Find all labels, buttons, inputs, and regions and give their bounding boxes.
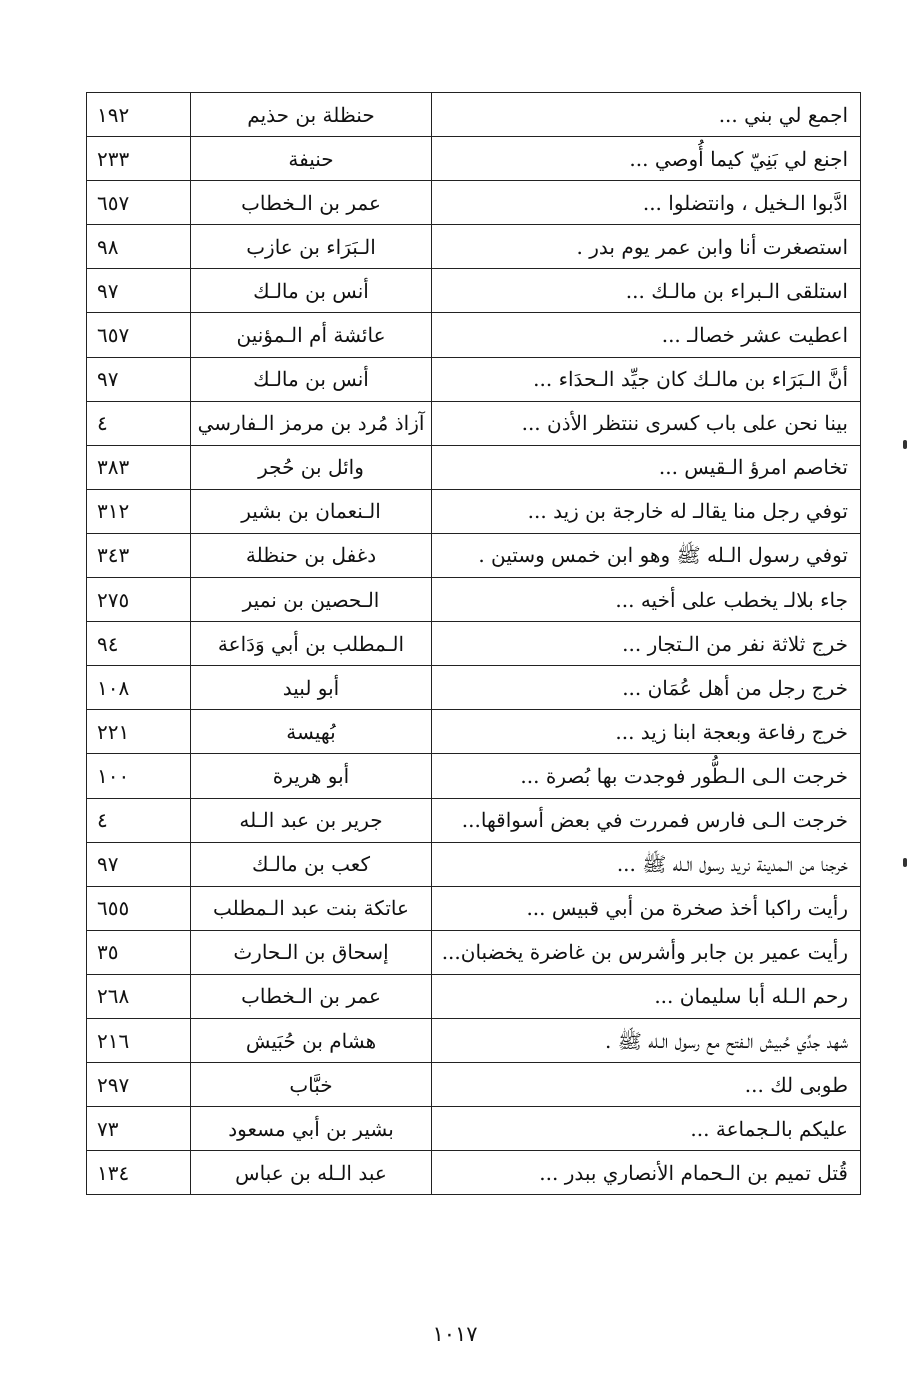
index-table <box>86 92 861 1195</box>
hadith-incipit: خرجت الـى الـطُّور فوجدت بها بُصرة ... <box>432 754 861 798</box>
narrator-name: عمر بن الـخطاب <box>191 974 432 1018</box>
narrator-name: بُهيسة <box>191 710 432 754</box>
hadith-incipit: شهد جدِّي حُبيش الـفتح مع رسول الـله ﷺ . <box>432 1018 861 1062</box>
hadith-incipit: توفي رجل منا يقالـ له خارجة بن زيد ... <box>432 489 861 533</box>
hadith-incipit: عليكم بالـجماعة ... <box>432 1107 861 1151</box>
narrator-name: خبَّاب <box>191 1063 432 1107</box>
hadith-incipit: اجمع لي بني ... <box>432 93 861 137</box>
table-row <box>87 181 861 225</box>
narrator-name: بشير بن أبي مسعود <box>191 1107 432 1151</box>
page-reference: ٢٩٧ <box>87 1063 191 1107</box>
page-reference: ٩٧ <box>87 357 191 401</box>
margin-mark <box>903 858 907 867</box>
hadith-incipit: استلقى الـبراء بن مالـك ... <box>432 269 861 313</box>
page-reference: ٦٥٥ <box>87 886 191 930</box>
hadith-incipit: رحم الـله أبا سليمان ... <box>432 974 861 1018</box>
table-row <box>87 1151 861 1195</box>
hadith-incipit: خرجنا من الـمدينة نريد رسول الـله ﷺ ... <box>432 842 861 886</box>
narrator-name: آزاذ مُرد بن مرمز الـفارسي <box>191 401 432 445</box>
narrator-name: أبو لبيد <box>191 666 432 710</box>
page-reference: ٢٧٥ <box>87 578 191 622</box>
table-row <box>87 137 861 181</box>
table-row <box>87 798 861 842</box>
page-reference: ٦٥٧ <box>87 181 191 225</box>
hadith-incipit: ادَّبوا الـخيل ، وانتضلوا ... <box>432 181 861 225</box>
hadith-incipit: قُتل تميم بن الـحمام الأنصاري ببدر ... <box>432 1151 861 1195</box>
page-reference: ٢٣٣ <box>87 137 191 181</box>
narrator-name: أنس بن مالـك <box>191 269 432 313</box>
index-table-body <box>87 93 861 1195</box>
page-reference: ٧٣ <box>87 1107 191 1151</box>
table-row <box>87 93 861 137</box>
table-row <box>87 445 861 489</box>
page-reference: ٩٧ <box>87 842 191 886</box>
table-row <box>87 666 861 710</box>
table-row <box>87 842 861 886</box>
hadith-incipit: اجنع لي بَنِيّ كيما أُوصي ... <box>432 137 861 181</box>
narrator-name: أبو هريرة <box>191 754 432 798</box>
hadith-incipit: أنَّ الـبَرَاء بن مالـك كان جيِّد الـحدَاء ... <box>432 357 861 401</box>
page-reference: ٢٦٨ <box>87 974 191 1018</box>
narrator-name: الـمطلب بن أبي وَدَاعة <box>191 622 432 666</box>
narrator-name: الـحصين بن نمير <box>191 578 432 622</box>
hadith-incipit: اعطيت عشر خصالـ ... <box>432 313 861 357</box>
narrator-name: جرير بن عبد الـله <box>191 798 432 842</box>
hadith-incipit: استصغرت أنا وابن عمر يوم بدر . <box>432 225 861 269</box>
table-row <box>87 269 861 313</box>
hadith-incipit: رأيت راكبا أخذ صخرة من أبي قبيس ... <box>432 886 861 930</box>
page-number: ١٠١٧ <box>432 1322 478 1346</box>
hadith-incipit: طوبى لك ... <box>432 1063 861 1107</box>
table-row <box>87 313 861 357</box>
page-reference: ٣١٢ <box>87 489 191 533</box>
page-reference: ١٣٤ <box>87 1151 191 1195</box>
page-reference: ٩٤ <box>87 622 191 666</box>
page-reference: ١٠٨ <box>87 666 191 710</box>
narrator-name: وائل بن حُجر <box>191 445 432 489</box>
table-row <box>87 578 861 622</box>
page-reference: ٣٨٣ <box>87 445 191 489</box>
table-row <box>87 974 861 1018</box>
page-reference: ٤ <box>87 798 191 842</box>
page-reference: ١٠٠ <box>87 754 191 798</box>
narrator-name: أنس بن مالـك <box>191 357 432 401</box>
page-reference: ٩٨ <box>87 225 191 269</box>
narrator-name: عمر بن الـخطاب <box>191 181 432 225</box>
narrator-name: إسحاق بن الـحارث <box>191 930 432 974</box>
hadith-incipit: بينا نحن على باب كسرى ننتظر الأذن ... <box>432 401 861 445</box>
narrator-name: الـبَرَاء بن عازب <box>191 225 432 269</box>
hadith-incipit: رأيت عمير بن جابر وأشرس بن غاضرة يخضبان... <box>432 930 861 974</box>
hadith-incipit: توفي رسول الـله ﷺ وهو ابن خمس وستين . <box>432 533 861 577</box>
table-row <box>87 754 861 798</box>
hadith-incipit: خرج رفاعة وبعجة ابنا زيد ... <box>432 710 861 754</box>
page-reference: ٣٤٣ <box>87 533 191 577</box>
hadith-incipit: خرجت الـى فارس فمررت في بعض أسواقها... <box>432 798 861 842</box>
table-row <box>87 1063 861 1107</box>
hadith-incipit: جاء بلالـ يخطب على أخيه ... <box>432 578 861 622</box>
narrator-name: الـنعمان بن بشير <box>191 489 432 533</box>
hadith-incipit: تخاصم امرؤ الـقيس ... <box>432 445 861 489</box>
margin-mark <box>903 440 907 449</box>
narrator-name: عبد الـله بن عباس <box>191 1151 432 1195</box>
narrator-name: عاتكة بنت عبد الـمطلب <box>191 886 432 930</box>
narrator-name: كعب بن مالـك <box>191 842 432 886</box>
table-row <box>87 1018 861 1062</box>
page-reference: ٦٥٧ <box>87 313 191 357</box>
page-reference: ٩٧ <box>87 269 191 313</box>
hadith-incipit: خرج رجل من أهل عُمَان ... <box>432 666 861 710</box>
table-row <box>87 489 861 533</box>
table-row <box>87 357 861 401</box>
table-row <box>87 225 861 269</box>
table-row <box>87 622 861 666</box>
page-reference: ٢٢١ <box>87 710 191 754</box>
hadith-incipit: خرج ثلاثة نفر من الـتجار ... <box>432 622 861 666</box>
table-row <box>87 710 861 754</box>
page-reference: ١٩٢ <box>87 93 191 137</box>
page-reference: ٣٥ <box>87 930 191 974</box>
page-reference: ٢١٦ <box>87 1018 191 1062</box>
table-row <box>87 886 861 930</box>
narrator-name: هشام بن حُبَيش <box>191 1018 432 1062</box>
table-row <box>87 401 861 445</box>
table-row <box>87 930 861 974</box>
narrator-name: حنظلة بن حذيم <box>191 93 432 137</box>
table-row <box>87 533 861 577</box>
narrator-name: حنيفة <box>191 137 432 181</box>
narrator-name: عائشة أم الـمؤنين <box>191 313 432 357</box>
page-reference: ٤ <box>87 401 191 445</box>
table-row <box>87 1107 861 1151</box>
narrator-name: دغفل بن حنظلة <box>191 533 432 577</box>
